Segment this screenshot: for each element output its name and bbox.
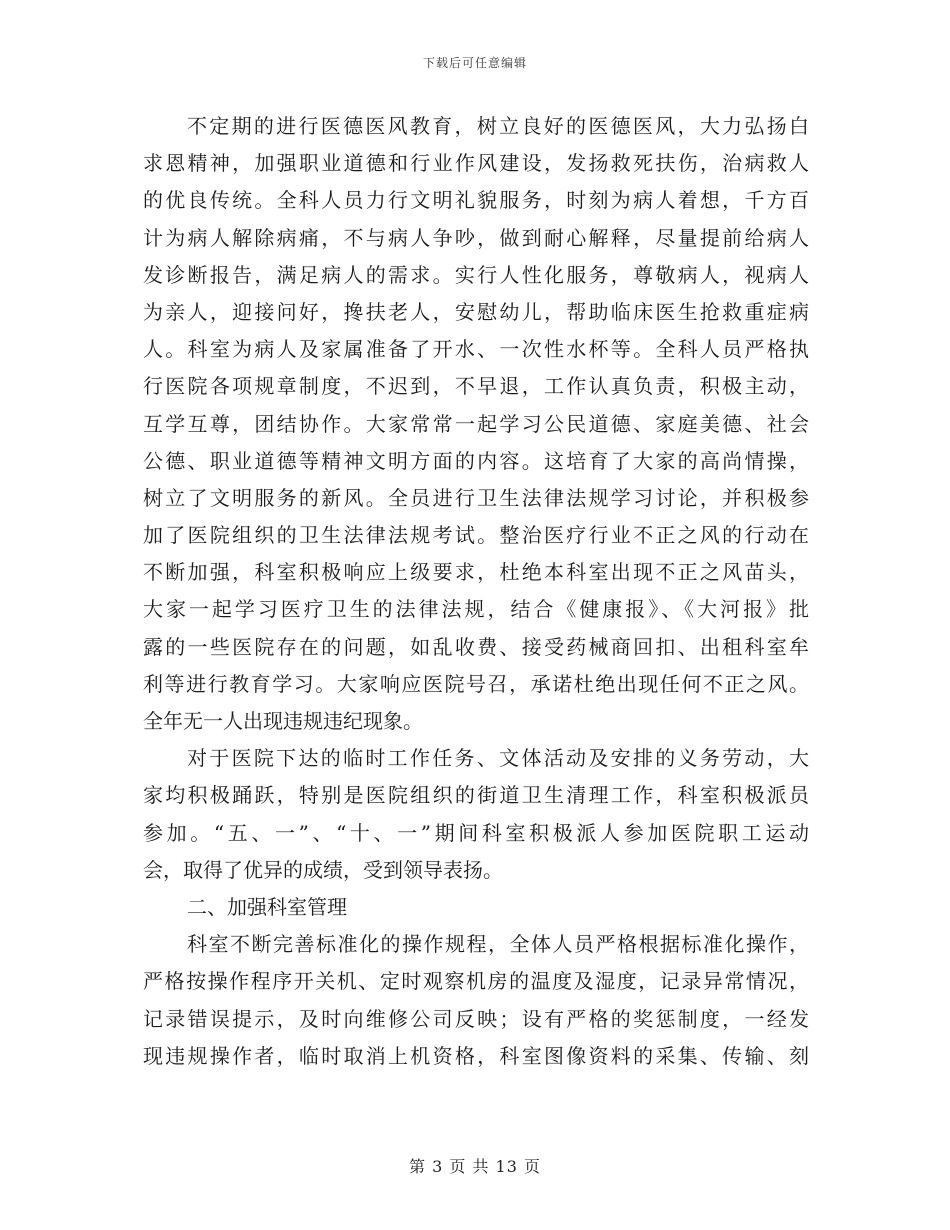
section-heading: 二、加强科室管理 [187,894,347,919]
text-line: 全年无一人出现违规违纪现象。 [143,709,423,733]
text-line: 不定期的进行医德医风教育，树立良好的医德医风，大力弘扬白 [187,114,809,138]
text-line: 求恩精神，加强职业道德和行业作风建设，发扬救死扶伤，治病救人 [143,151,809,176]
text-line: 会，取得了优异的成绩，受到领导表扬。 [143,857,503,882]
text-line: 科室不断完善标准化的操作规程，全体人员严格根据标准化操作， [187,932,809,957]
text-line: 记录错误提示，及时向维修公司反映；设有严格的奖惩制度，一经发 [143,1006,809,1031]
text-line: 行医院各项规章制度，不迟到，不早退，工作认真负责，积极主动， [143,374,809,399]
text-line: 互学互尊，团结协作。大家常常一起学习公民道德、家庭美德、社会 [143,411,809,436]
text-line: 人。科室为病人及家属准备了开水、一次性水杯等。全科人员严格执 [143,337,809,362]
text-line: 计为病人解除病痛，不与病人争吵，做到耐心解释，尽量提前给病人 [143,225,809,250]
text-line: 加了医院组织的卫生法律法规考试。整治医疗行业不正之风的行动在 [143,523,809,548]
text-line: 公德、职业道德等精神文明方面的内容。这培育了大家的高尚情操， [143,448,809,473]
text-line: 露的一些医院存在的问题，如乱收费、接受药械商回扣、出租科室牟 [143,634,809,659]
text-line: 利等进行教育学习。大家响应医院号召，承诺杜绝出现任何不正之风。 [143,671,809,696]
text-line: 不断加强，科室积极响应上级要求，杜绝本科室出现不正之风苗头， [143,560,809,585]
text-line: 为亲人，迎接问好，搀扶老人，安慰幼儿，帮助临床医生抢救重症病 [143,299,809,324]
text-line: 参加。“五、一”、“十、一”期间科室积极派人参加医院职工运动 [143,820,809,845]
text-line: 现违规操作者，临时取消上机资格，科室图像资料的采集、传输、刻 [143,1043,809,1068]
page-footer: 第 3 页 共 13 页 [409,1157,541,1176]
text-line: 严格按操作程序开关机、定时观察机房的温度及湿度，记录异常情况， [143,969,809,994]
text-line: 家均积极踊跃，特别是医院组织的街道卫生清理工作，科室积极派员 [143,783,809,808]
document-body [143,108,809,1075]
text-line: 树立了文明服务的新风。全员进行卫生法律法规学习讨论，并积极参 [143,485,809,510]
text-line: 对于医院下达的临时工作任务、文体活动及安排的义务劳动，大 [187,746,809,771]
text-line: 发诊断报告，满足病人的需求。实行人性化服务，尊敬病人，视病人 [143,262,809,287]
page-header: 下载后可任意编辑 [422,56,527,70]
text-line: 的优良传统。全科人员力行文明礼貌服务，时刻为病人着想，千方百 [143,188,809,213]
text-line: 大家一起学习医疗卫生的法律法规，结合《健康报》、《大河报》批 [143,597,809,622]
